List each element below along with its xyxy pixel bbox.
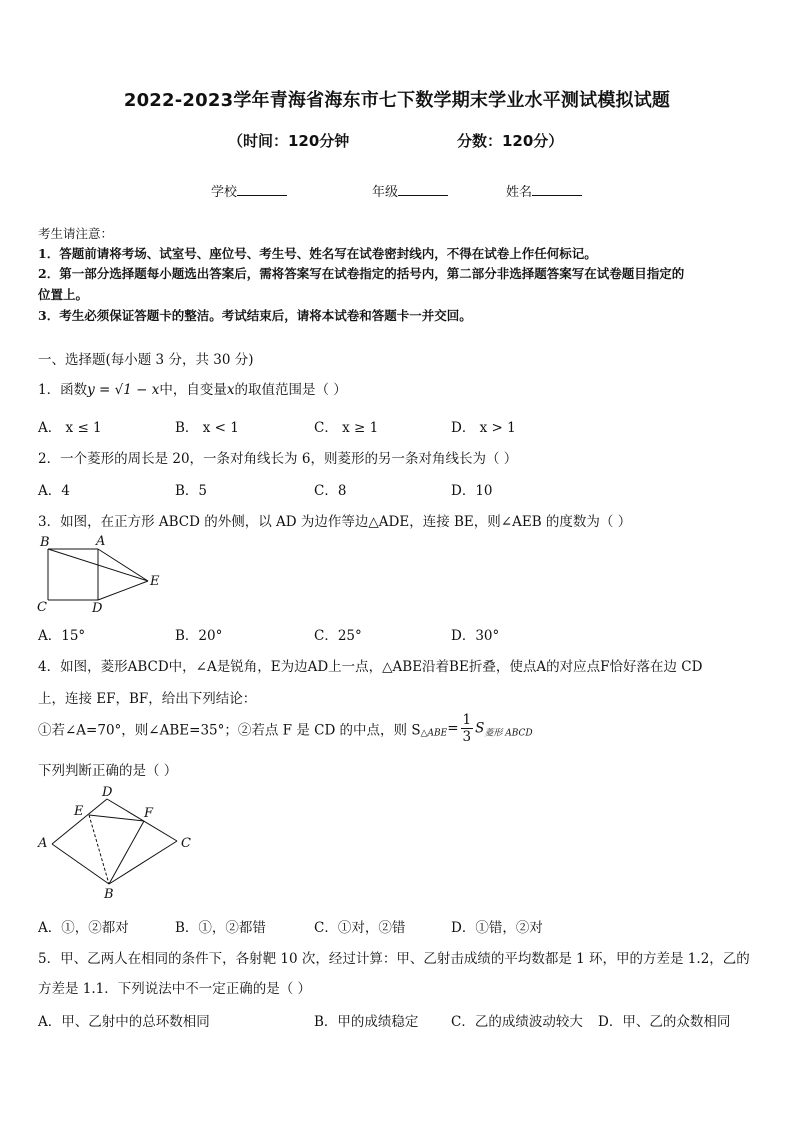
- q3-label-c: C: [37, 600, 47, 615]
- school-field: [211, 181, 287, 200]
- name-label: 姓名: [506, 185, 533, 200]
- name-blank: [532, 182, 582, 196]
- q1-var: x: [226, 382, 235, 398]
- q3-edge-de: [98, 581, 148, 600]
- q4-frac-den: 3: [462, 729, 472, 745]
- q4-sub-rhombus: 菱形 ABCD: [484, 728, 533, 739]
- q4-edge-cb: [109, 841, 177, 884]
- q1-pre: 1．函数: [38, 382, 88, 398]
- question-3: 3．如图，在正方形 ABCD 的外侧，以 AD 为边作等边△ADE，连接 BE，则∠AEB 的度数为（ ）: [38, 514, 632, 530]
- q1-function: y = √1 − x: [87, 382, 160, 398]
- notice-heading: 考生请注意：: [38, 226, 114, 241]
- grade-field: [372, 181, 448, 200]
- name-field: [506, 181, 582, 200]
- q2-option-a[interactable]: A．4: [38, 483, 70, 499]
- q1-option-d[interactable]: D． x > 1: [451, 420, 516, 436]
- notice-item-1: 1．答题前请将考场、试室号、座位号、考生号、姓名写在试卷密封线内，不得在试卷上作任何标记。: [38, 246, 597, 261]
- q4-label-c: C: [181, 836, 191, 851]
- grade-label: 年级: [372, 185, 399, 200]
- question-4-line-1: 4．如图，菱形ABCD中，∠A是锐角，E为边AD上一点，△ABE沿着BE折叠，使点A的对应点F恰好落在边 CD: [38, 659, 703, 675]
- question-4-line-2: 上，连接 EF，BF，给出下列结论：: [38, 691, 257, 707]
- q4-option-a[interactable]: A．①，②都对: [38, 920, 129, 936]
- q4-label-a: A: [38, 836, 48, 851]
- q4-figure: [34, 784, 204, 902]
- q4-s: S: [475, 720, 485, 737]
- notice-item-3: 3．考生必须保证答题卡的整洁。考试结束后，请将本试卷和答题卡一并交回。: [38, 308, 472, 323]
- section-heading: 一、选择题(每小题 3 分，共 30 分): [38, 352, 254, 368]
- q4-label-b: B: [104, 887, 114, 902]
- q4-edge-ba: [52, 844, 109, 884]
- grade-blank: [398, 182, 448, 196]
- question-2: 2．一个菱形的周长是 20，一条对角线长为 6，则菱形的另一条对角线长为（ ）: [38, 451, 518, 467]
- q3-option-d[interactable]: D．30°: [451, 628, 500, 644]
- q1-option-c[interactable]: C． x ≥ 1: [314, 420, 379, 436]
- q3-figure: [34, 532, 174, 616]
- q4-label-e: E: [74, 804, 84, 819]
- time-label: （时间：120分钟: [228, 132, 350, 150]
- q1-option-a[interactable]: A． x ≤ 1: [38, 420, 102, 436]
- score-label: 分数：120分）: [457, 132, 564, 150]
- q4-option-c[interactable]: C．①对，②错: [314, 920, 406, 936]
- school-label: 学校: [211, 185, 238, 200]
- q4-conclusions: ①若∠A=70°，则∠ABE=35°；②若点 F 是 CD 的中点，则 S: [38, 722, 421, 739]
- q5-option-c[interactable]: C．乙的成绩波动较大: [451, 1014, 583, 1030]
- q5-option-b[interactable]: B．甲的成绩稳定: [314, 1014, 419, 1030]
- q2-option-c[interactable]: C．8: [314, 483, 347, 499]
- q2-option-d[interactable]: D．10: [451, 483, 493, 499]
- question-1: [38, 378, 347, 398]
- q4-edge-fb: [109, 821, 144, 884]
- q5-option-a[interactable]: A．甲、乙射中的总环数相同: [38, 1014, 210, 1030]
- question-4-line-4: 下列判断正确的是（ ）: [38, 763, 178, 779]
- q5-option-d[interactable]: D．甲、乙的众数相同: [598, 1014, 731, 1030]
- notice-item-2-cont: 位置上。: [38, 287, 89, 302]
- question-4-line-3: [38, 712, 533, 752]
- q3-option-a[interactable]: A．15°: [38, 628, 86, 644]
- q3-edge-ae: [98, 549, 148, 581]
- question-5-line-2: 方差是 1.1．下列说法中不一定正确的是（ ）: [38, 981, 312, 997]
- q1-option-b[interactable]: B． x < 1: [175, 420, 239, 436]
- q3-option-c[interactable]: C．25°: [314, 628, 362, 644]
- q3-label-e: E: [150, 574, 160, 589]
- q4-frac-num: 1: [462, 712, 472, 728]
- q4-fraction: [461, 712, 474, 745]
- q1-mid: 中，自变量: [159, 382, 227, 398]
- school-blank: [237, 182, 287, 196]
- q3-label-b: B: [40, 535, 50, 550]
- q3-label-d: D: [92, 601, 103, 616]
- q4-eq: =: [447, 720, 459, 737]
- q4-edge-eb: [89, 815, 109, 884]
- question-5-line-1: 5．甲、乙两人在相同的条件下，各射靶 10 次，经过计算：甲、乙射击成绩的平均数都是 1 环，甲的方差是 1.2，乙的: [38, 951, 750, 967]
- q3-label-a: A: [96, 534, 106, 549]
- notice-item-2: 2．第一部分选择题每小题选出答案后，需将答案写在试卷指定的括号内，第二部分非选择题答案写在试卷题目指定的: [38, 266, 685, 281]
- page-title: 2022-2023学年青海省海东市七下数学期末学业水平测试模拟试题: [123, 90, 671, 111]
- q1-post: 的取值范围是（ ）: [234, 382, 347, 398]
- q4-edge-dc: [107, 799, 177, 841]
- q4-option-d[interactable]: D．①错，②对: [451, 920, 543, 936]
- q2-option-b[interactable]: B．5: [175, 483, 208, 499]
- q4-sub-abe: △ABE: [420, 728, 448, 739]
- q4-label-f: F: [144, 806, 154, 821]
- q4-option-b[interactable]: B．①，②都错: [175, 920, 266, 936]
- q3-option-b[interactable]: B．20°: [175, 628, 223, 644]
- q4-label-d: D: [102, 785, 113, 800]
